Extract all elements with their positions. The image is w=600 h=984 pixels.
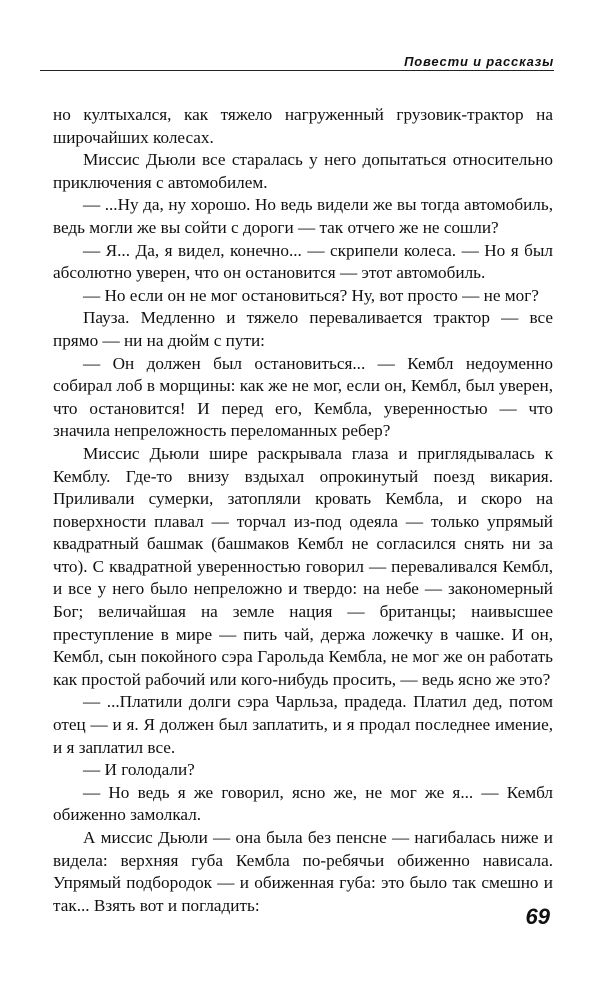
paragraph: Пауза. Медленно и тяжело переваливается трактор — все прямо — ни на дюйм с пути:: [53, 308, 553, 350]
paragraph: А миссис Дьюли — она была без пенсне — нагибалась ниже и видела: верхняя губа Кембла по-ребячьи обиженно нависала. Упрямый подбородок — и обиженная губа: это было так смешно и так... Взять вот и погладить:: [53, 828, 553, 915]
paragraph: — Он должен был остановиться... — Кембл недоуменно собирал лоб в морщины: как же не мог, если он, Кембл, был уверен, что остановится! И перед его, Кембла, уверенностью — что значила непреложность переломанных ребер?: [53, 353, 553, 441]
paragraph: Миссис Дьюли шире раскрывала глаза и приглядывалась к Кемблу. Где-то внизу вздыхал опрокинутый поезд викария. Приливали сумерки, затопляли кровать Кембла, и скоро на поверхности плавал — торчал из-под одеяла — только упрямый квадратный башмак (башмаков Кембл не согласился снять ни за что). С квадратной уверенностью говорил — переваливался Кембл, и все у него было непреложно и твердо: на небе — закономерный Бог; величайшая на земле нация — британцы; наивысшее преступление в мире — пить чай, держа ложечку в чашке. И он, Кембл, сын покойного сэра Гарольда Кембла, не мог же он работать как простой рабочий или кого-нибудь просить, — ведь ясно же это?: [53, 443, 553, 689]
running-head: [40, 56, 554, 70]
paragraph: — ...Ну да, ну хорошо. Но ведь видели же вы тогда автомобиль, ведь могли же вы сойти с дороги — так отчего же не сошли?: [53, 195, 553, 237]
paragraph: — Я... Да, я видел, конечно... — скрипели колеса. — Но я был абсолютно уверен, что он остановится — этот автомобиль.: [53, 240, 553, 283]
paragraph: — Но ведь я же говорил, ясно же, не мог же я... — Кембл обиженно замолкал.: [53, 782, 553, 825]
paragraph: — И голодали?: [83, 760, 195, 780]
paragraph: — Но если он не мог остановиться? Ну, вот просто — не мог?: [83, 285, 539, 305]
body-text: [53, 104, 553, 917]
page-number: 69: [525, 904, 550, 929]
paragraph: но култыхался, как тяжело нагруженный грузовик-трактор на широчайших колесах.: [53, 105, 553, 147]
running-title: Повести и рассказы: [394, 54, 554, 69]
paragraph: — ...Платили долги сэра Чарльза, прадеда. Платил дед, потом отец — и я. Я должен был заплатить, и я продал последнее имение, и я заплатил все.: [53, 692, 553, 757]
header-rule: [40, 70, 554, 71]
paragraph: Миссис Дьюли все старалась у него допытаться относительно приключения с автомобилем.: [53, 150, 553, 192]
